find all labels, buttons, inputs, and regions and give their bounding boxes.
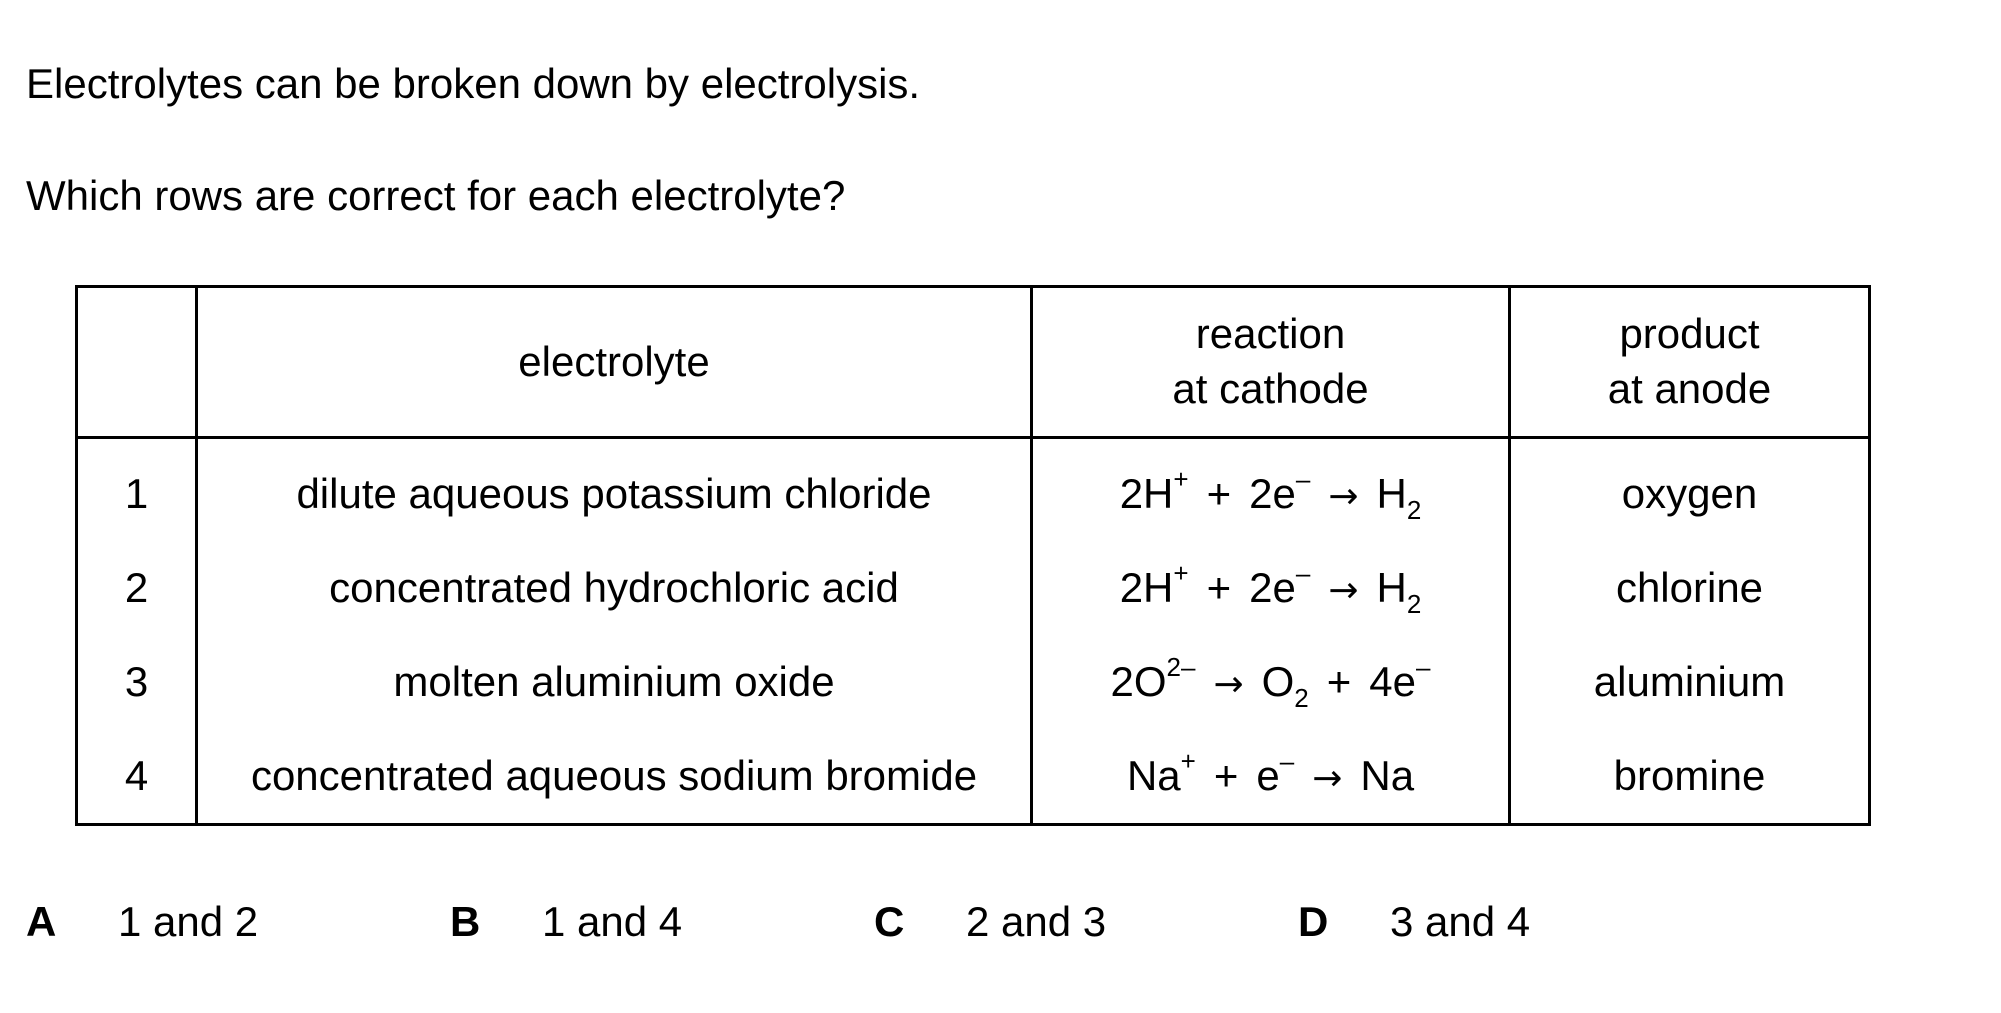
row-number: 1 <box>77 438 197 542</box>
row-electrolyte: concentrated hydrochloric acid <box>197 541 1032 635</box>
eq-charge: – <box>1279 746 1295 777</box>
eq-plus: + <box>1206 563 1232 611</box>
eq-charge: 2– <box>1166 652 1196 683</box>
header-electrolyte: electrolyte <box>197 287 1032 438</box>
eq-term: Na <box>1126 751 1181 799</box>
option-letter: B <box>450 898 481 945</box>
row-anode-product: chlorine <box>1510 541 1870 635</box>
eq-term: 2H <box>1119 469 1174 517</box>
header-reaction-at-cathode <box>1032 287 1510 438</box>
eq-charge: + <box>1180 746 1196 777</box>
question-stem-prompt: Which rows are correct for each electrolyte? <box>26 172 846 219</box>
eq-subscript: 2 <box>1294 683 1309 714</box>
eq-term: 2H <box>1119 563 1174 611</box>
row-electrolyte: molten aluminium oxide <box>197 635 1032 729</box>
row-cathode-reaction <box>1032 438 1510 542</box>
option-text: 1 and 4 <box>542 898 683 945</box>
eq-charge: + <box>1173 558 1189 589</box>
option-letter: C <box>874 898 905 945</box>
eq-subscript: 2 <box>1406 495 1422 526</box>
header-product-line2: at anode <box>1607 365 1772 412</box>
eq-charge: – <box>1295 558 1311 589</box>
row-anode-product: aluminium <box>1510 635 1870 729</box>
cathode-equation <box>1119 464 1422 526</box>
table-row <box>77 438 1870 542</box>
eq-subscript: 2 <box>1406 589 1422 620</box>
eq-term: Na <box>1360 751 1415 799</box>
row-electrolyte: dilute aqueous potassium chloride <box>197 438 1032 542</box>
row-anode-product: oxygen <box>1510 438 1870 542</box>
eq-term: 2e <box>1249 469 1296 517</box>
option-b[interactable] <box>450 898 682 946</box>
eq-term: H <box>1376 563 1407 611</box>
row-cathode-reaction <box>1032 635 1510 729</box>
option-text: 2 and 3 <box>966 898 1107 945</box>
header-product-line1: product <box>1619 310 1760 358</box>
question-stem-intro: Electrolytes can be broken down by electrolysis. <box>26 60 921 107</box>
row-number: 4 <box>77 729 197 825</box>
eq-plus: + <box>1213 751 1239 799</box>
eq-term: 4e <box>1369 657 1417 705</box>
header-reaction-line1: reaction <box>1195 310 1346 358</box>
eq-term: 2e <box>1249 563 1296 611</box>
cathode-equation <box>1110 652 1431 714</box>
table-row <box>77 541 1870 635</box>
eq-term: 2O <box>1110 657 1167 705</box>
answer-options <box>0 898 2001 948</box>
option-a[interactable] <box>26 898 258 946</box>
header-row-number <box>77 287 197 438</box>
reaction-arrow-icon: → <box>1328 569 1359 611</box>
electrolysis-table <box>75 285 1871 826</box>
option-text: 3 and 4 <box>1390 898 1531 945</box>
reaction-arrow-icon: → <box>1213 663 1244 705</box>
eq-term: H <box>1376 469 1407 517</box>
cathode-equation <box>1126 746 1415 799</box>
table-row <box>77 729 1870 825</box>
eq-charge: – <box>1416 652 1431 683</box>
table-header-row <box>77 287 1870 438</box>
eq-plus: + <box>1206 469 1232 517</box>
row-cathode-reaction <box>1032 541 1510 635</box>
eq-term: O <box>1261 657 1295 705</box>
eq-plus: + <box>1326 657 1352 705</box>
eq-charge: + <box>1173 464 1189 495</box>
header-product-at-anode <box>1510 287 1870 438</box>
row-number: 2 <box>77 541 197 635</box>
header-reaction-line2: at cathode <box>1172 365 1369 412</box>
option-letter: D <box>1298 898 1329 945</box>
row-number: 3 <box>77 635 197 729</box>
option-text: 1 and 2 <box>118 898 259 945</box>
option-d[interactable] <box>1298 898 1530 946</box>
eq-charge: – <box>1295 464 1311 495</box>
row-cathode-reaction <box>1032 729 1510 825</box>
option-c[interactable] <box>874 898 1106 946</box>
reaction-arrow-icon: → <box>1312 757 1343 799</box>
row-electrolyte: concentrated aqueous sodium bromide <box>197 729 1032 825</box>
row-anode-product: bromine <box>1510 729 1870 825</box>
eq-term: e <box>1256 751 1280 799</box>
reaction-arrow-icon: → <box>1328 475 1359 517</box>
table-row <box>77 635 1870 729</box>
option-letter: A <box>26 898 57 945</box>
cathode-equation <box>1119 558 1422 620</box>
